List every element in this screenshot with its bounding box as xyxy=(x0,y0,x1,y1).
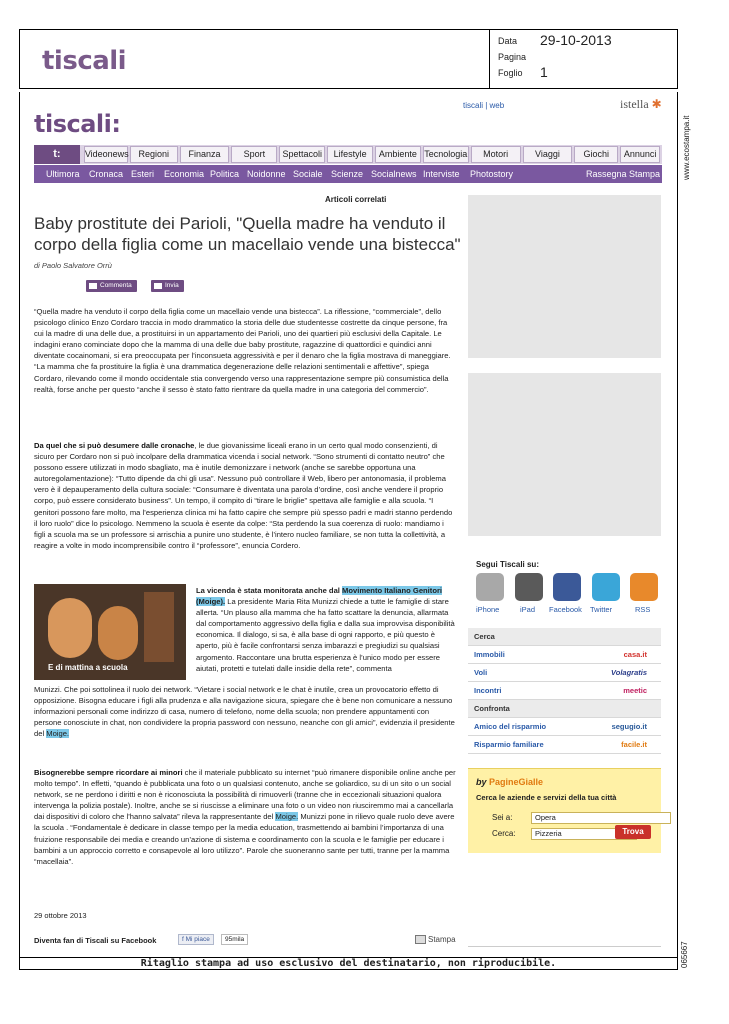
follow-box xyxy=(476,560,661,614)
iphone-icon[interactable] xyxy=(476,573,504,601)
paragraph-1: “Quella madre ha venduto il corpo della figlia come un macellaio vende una bistecca”. La riflessione, “commerciale”, dello psicologo clinico Enzo Cordaro traccia in modo drammatico la storia delle due studentesse costrette da cinque persone, fra cui la madre di una delle due, a prostituirsi in un appartamento dei Parioli, uno dei quartieri più esclusivi della Capitale. Le indagini erano cominciate dopo che la mamma di una delle due baby prostitute, ragazzine di quattordici e quindici anni diventate cocainomani, si era preoccupata per l’inconsueta aggressività e per il denaro che la figlia mostrava di maneggiare. “La mamma che fa prostituire la figlia è una drammatica degenerazione delle relazioni sentimentali e affettive”, spiega Cordaro, rilevando come il mondo occidentale stia convergendo verso una rappresentazione sempre più consumistica della realtà, forse anche per questo “anche il sesso è stato fatto rientrare da quella madre in una categoria del commercio”. xyxy=(34,307,451,394)
nav-motori[interactable]: Motori xyxy=(471,146,521,163)
paragraph-3-continued xyxy=(34,684,456,739)
photo-caption: E di mattina a scuola xyxy=(48,663,128,672)
comment-button[interactable] xyxy=(86,280,137,292)
nav-regioni[interactable]: Regioni xyxy=(130,146,178,163)
nav-giochi[interactable]: Giochi xyxy=(574,146,618,163)
like-count: 95mila xyxy=(221,934,248,945)
facebook-fan-label: Diventa fan di Tiscali su Facebook xyxy=(34,936,157,945)
paragraph-3-cont-body: Munizzi. Che poi sottolinea il ruolo dei network. “Vietare i social network e le chat è inutile, crea un provocatorio effetto di opposizione. Bisogna educare i figli alla prudenza e alla navigazione sicura, spiegare che è bene non comunicare a nessuno informazioni personali come indirizzo di casa, numero di telefono, nome della scuola; non prendere appuntamenti con persone conosciute in chat, non condividere la propria password con nessuno, neanche con gli amici”, evidenzia il presidente del xyxy=(34,685,455,739)
service-voli-label: Voli xyxy=(474,668,488,677)
print-label: Stampa xyxy=(428,935,456,944)
printer-icon xyxy=(415,935,426,944)
moige-highlight: Movimento Italiano Genitori (Moige). xyxy=(196,586,443,607)
photo-figure xyxy=(48,598,92,658)
nav-home-logo[interactable]: t: xyxy=(34,145,80,164)
follow-title: Segui Tiscali su: xyxy=(476,560,539,569)
services-box xyxy=(468,628,661,754)
social-label-ipad[interactable]: iPad xyxy=(520,605,536,614)
ad-slot-middle[interactable] xyxy=(468,373,661,536)
side-url: www.ecostampa.it xyxy=(682,115,691,180)
sheet-value: 1 xyxy=(540,64,548,80)
volagratis-logo: Volagratis xyxy=(611,668,647,677)
paragraph-3-lead: La vicenda è stata monitorata anche dal xyxy=(196,586,343,595)
paragraph-4-body-a: che il materiale pubblicato su internet “può rimanere disponibile online anche per molto tempo”. In effetti, “quando è pubblicata una foto o un qualsiasi contenuto, anche se goliardico, su di un sito o un social network, se ne perdono i diritti e non è riconosciuta la possibilità di rimuoverli (tranne che in eccezionali situazioni qualora intervenga la polizia postale). Inoltre, anche se si riuscisse a eliminare una foto o un video non riusciremmo mai a cancellarla dai dispositivi di coloro che l’hanno salvata” rileva la rappresentante del xyxy=(34,768,456,822)
nav2-photostory[interactable]: Photostory xyxy=(470,169,514,179)
nav2-ultimora[interactable]: Ultimora xyxy=(46,169,80,179)
nav2-interviste[interactable]: Interviste xyxy=(423,169,460,179)
paginegialle-box xyxy=(468,768,661,853)
photo-figure xyxy=(144,592,174,662)
paginegialle-subtitle: Cerca le aziende e servizi della tua città xyxy=(476,793,617,802)
envelope-icon xyxy=(154,283,162,289)
nav-spettacoli[interactable]: Spettacoli xyxy=(279,146,325,163)
social-label-facebook[interactable]: Facebook xyxy=(549,605,582,614)
paragraph-2 xyxy=(34,440,456,551)
service-incontri[interactable] xyxy=(468,682,661,700)
paragraph-2-body: , le due giovanissime liceali erano in un certo qual modo consenzienti, di sicuro per Cordaro non si può incolpare della drammatica vicenda i social network. “Sono strumenti di contatto neutro” che possono essere utilizzati in modo sbagliato, ma è inutile demonizzare i network (anche se sarebbe opportuna una autoregolamentazione): “Tutto dipende da chi gli usa”. Nessuno può controllare il Web, libero per antonomasia, il problema vero è il depauperamento della cultura sociale: “Consumare è diventata una parola d’ordine, così anche vendere il proprio corpo, può essere considerato business”. Un tempo, il compito di “tirare le briglie” spettava alle famiglie e alla scuola. “I genitori possono fare molto, ma l’esperienza clinica mi ha fatto capire che sempre più spesso padri e madri stanno perdendo il loro ruolo” dice lo psicologo. Nemmeno la scuola è esente da colpe: “Sta perdendo la sua coerenza di ruolo: mandiamo i figli a scuola ma se un professore si arrischia a punire uno studente, è l’intero nucleo familiare, se non tutta la collettività, a reagire a volte in modo incomprensibile contro il “professore”, enuncia Cordero. xyxy=(34,441,453,550)
pg-what-label: Sei a: xyxy=(492,813,513,822)
service-risparmio-label: Risparmio familiare xyxy=(474,740,544,749)
side-code: 065667 xyxy=(680,941,689,968)
facile-it-logo: facile.it xyxy=(621,740,647,749)
paragraph-4 xyxy=(34,767,456,867)
pg-what-input[interactable]: Opera xyxy=(531,812,671,824)
pg-where-input[interactable]: Pizzeria xyxy=(531,828,637,840)
related-articles-label: Articoli correlati xyxy=(325,195,387,204)
facebook-icon[interactable] xyxy=(553,573,581,601)
comment-label: Commenta xyxy=(100,282,132,289)
casa-it-logo: casa.it xyxy=(623,650,647,659)
clipping-header xyxy=(19,29,678,89)
comment-icon xyxy=(89,283,97,289)
nav-videonews[interactable]: Videonews xyxy=(84,146,128,163)
meetic-logo: meetic xyxy=(623,686,647,695)
moige-highlight: Moige. xyxy=(46,729,70,739)
article-title: Baby prostitute dei Parioli, "Quella madre ha venduto il corpo della figlia come un macellaio vende una bistecca" xyxy=(34,214,461,254)
top-links[interactable]: tiscali | web xyxy=(463,101,505,110)
moige-highlight: Moige. xyxy=(275,812,299,822)
paragraph-4-lead: Bisognerebbe sempre ricordare ai minori xyxy=(34,768,183,777)
secondary-nav xyxy=(34,165,662,183)
nav2-socialnews[interactable]: Socialnews xyxy=(371,169,417,179)
ad-slot-top[interactable] xyxy=(468,195,661,358)
nav2-scienze[interactable]: Scienze xyxy=(331,169,364,179)
paragraph-3-body: La presidente Maria Rita Munizzi chiede a tutte le famiglie di stare allerta. “Un plauso alla mamma che ha fatto scattare la denuncia, allarmata dal comportamento aggressivo della figlia e dalla sua improvvisa disponibilità economica. Il dialogo, si sa, è alla base di ogni rapporto, e più questo è aperto, più è facile confrontarsi senza imbarazzi e pregiudizi su qualsiasi argomento. Raccontare una brutta esperienza è l’unico modo per essere aiutati, protetti e tutelati dalle insidie della rete”, commenta xyxy=(196,597,455,673)
segugio-logo: segugio.it xyxy=(611,722,647,731)
nav-tecnologia[interactable]: Tecnologia xyxy=(423,146,469,163)
nav-viaggi[interactable]: Viaggi xyxy=(523,146,573,163)
service-amico[interactable] xyxy=(468,718,661,736)
article-date: 29 ottobre 2013 xyxy=(34,911,87,920)
nav2-noidonne[interactable]: Noidonne xyxy=(247,169,286,179)
article-photo[interactable] xyxy=(34,584,186,680)
photo-figure xyxy=(98,606,138,660)
nav-finanza[interactable]: Finanza xyxy=(180,146,230,163)
paginegialle-logo[interactable] xyxy=(476,777,543,787)
pg-where-label: Cerca: xyxy=(492,829,516,838)
nav2-politica[interactable]: Politica xyxy=(210,169,240,179)
service-voli[interactable] xyxy=(468,664,661,682)
page-label: Pagina xyxy=(498,52,527,62)
print-button[interactable] xyxy=(415,935,456,944)
divider xyxy=(468,946,661,947)
twitter-icon[interactable] xyxy=(592,573,620,601)
pg-by: by xyxy=(476,777,487,787)
nav2-rassegna-stampa[interactable]: Rassegna Stampa xyxy=(586,169,661,179)
istella-text: istella xyxy=(620,97,649,111)
service-immobili[interactable] xyxy=(468,646,661,664)
send-label: Invia xyxy=(165,282,179,289)
nav2-cronaca[interactable]: Cronaca xyxy=(89,169,124,179)
nav-ambiente[interactable]: Ambiente xyxy=(375,146,421,163)
nav2-economia[interactable]: Economia xyxy=(164,169,205,179)
social-label-twitter[interactable]: Twitter xyxy=(590,605,613,614)
paragraph-2-lead: Da quel che si può desumere dalle cronache xyxy=(34,441,195,450)
date-value: 29-10-2013 xyxy=(540,32,612,48)
paragraph-3 xyxy=(196,585,458,674)
pg-brand: PagineGialle xyxy=(489,777,544,787)
send-button[interactable] xyxy=(151,280,184,292)
services-search-head: Cerca xyxy=(468,628,661,646)
nav-sport[interactable]: Sport xyxy=(231,146,277,163)
byline: di Paolo Salvatore Orrù xyxy=(34,261,112,270)
clipping-logo: tiscali xyxy=(42,46,127,76)
footer-notice: Ritaglio stampa ad uso esclusivo del destinatario, non riproducibile. xyxy=(19,957,678,970)
sheet-label: Foglio xyxy=(498,68,523,78)
date-label: Data xyxy=(498,36,518,46)
clipping-meta xyxy=(489,30,678,88)
nav-annunci[interactable]: Annunci xyxy=(620,146,660,163)
ipad-icon[interactable] xyxy=(515,573,543,601)
site-logo[interactable]: tiscali: xyxy=(34,110,121,138)
facebook-icon: f xyxy=(182,936,186,943)
social-label-rss[interactable]: RSS xyxy=(635,605,651,614)
social-label-iphone[interactable]: iPhone xyxy=(476,605,500,614)
services-compare-head: Confronta xyxy=(468,700,661,718)
nav2-sociale[interactable]: Sociale xyxy=(293,169,323,179)
service-risparmio[interactable] xyxy=(468,736,661,754)
istella-logo[interactable] xyxy=(620,97,662,112)
primary-nav xyxy=(34,145,662,164)
rss-icon[interactable] xyxy=(630,573,658,601)
paragraph-4-body-b: Munizzi pone in rilievo quale ruolo deve avere la scuola . “Fondamentale è dedicare in classe tempo per la media education, trasmettendo ai bambini l’importanza di una fruizione responsabile dei media e creando un’azione di sistema e coordinamento con la scuola e le famiglie per educare i bambini a un approccio corretto e consapevole al loro utilizzo”. Parole che suoneranno sante per tutti, tranne per la mamma “macellaia”. xyxy=(34,812,455,866)
pg-search-button[interactable]: Trova xyxy=(615,825,651,839)
like-button[interactable] xyxy=(178,934,214,945)
service-incontri-label: Incontri xyxy=(474,686,502,695)
service-amico-label: Amico del risparmio xyxy=(474,722,547,731)
nav-lifestyle[interactable]: Lifestyle xyxy=(327,146,373,163)
service-immobili-label: Immobili xyxy=(474,650,505,659)
like-label: Mi piace xyxy=(185,936,210,943)
nav2-esteri[interactable]: Esteri xyxy=(131,169,155,179)
star-icon: ✱ xyxy=(648,97,662,111)
